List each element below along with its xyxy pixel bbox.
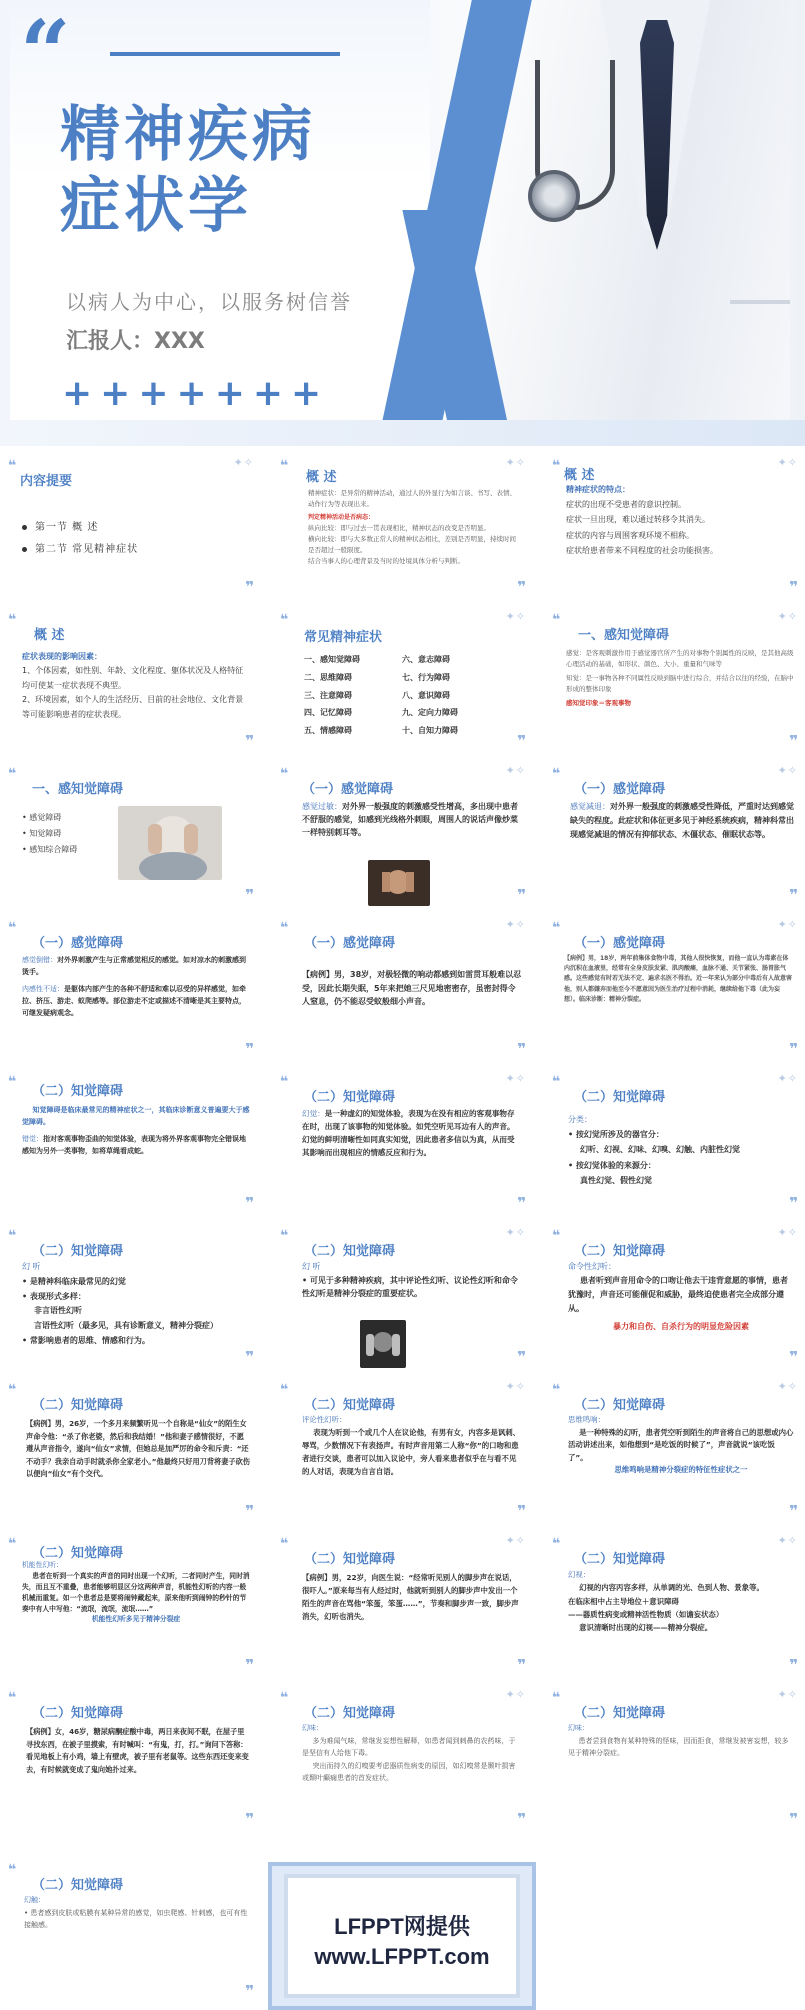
plus-icon: +: [100, 373, 131, 414]
corner-quote-icon: ❞: [245, 1810, 252, 1828]
slide-body: [22, 520, 250, 564]
corner-quote-icon: ❞: [245, 1348, 252, 1366]
slide-body: [568, 1722, 794, 1760]
slide-hallucination: [272, 1068, 534, 1218]
slide-heading: 概 述: [564, 468, 595, 483]
corner-quote-icon: ❝: [280, 1690, 286, 1706]
slide-body: [302, 800, 522, 840]
paragraph: 是躯体内部产生的各种不舒适和难以忍受的异样感觉，如牵拉、挤压、游走、蚁爬感等。部位游走不定或描述不清晰是其主要特点，可继发疑病观念。: [22, 984, 246, 1017]
paragraph: 意识清晰时出现的幻视——精神分裂症。: [579, 1623, 713, 1633]
slide-heading: （一）感觉障碍: [302, 782, 394, 797]
slide-body: [308, 488, 522, 567]
corner-quote-icon: ❝: [280, 612, 286, 628]
paragraph: 可见于多种精神疾病，其中评论性幻听、议论性幻听和命令性幻听是精神分裂症的重要症状。: [302, 1275, 518, 1299]
slide-paresthesia: [0, 914, 262, 1064]
distressed-man-photo: [368, 860, 430, 906]
sparkle-icon: ✦✧: [777, 1688, 798, 1701]
slide-heading: （二）知觉障碍: [574, 1090, 666, 1105]
corner-quote-icon: ❝: [8, 920, 14, 936]
sparkle-icon: ✦✧: [777, 1072, 798, 1085]
slide-heading: （二）知觉障碍: [32, 1706, 124, 1721]
sparkle-icon: ✦✧: [505, 918, 526, 931]
corner-quote-icon: ❝: [8, 1536, 14, 1552]
slide-hypoesthesia: [544, 760, 805, 910]
sub-heading: 思维鸣响：: [568, 1415, 605, 1424]
paragraph: 患者感到皮肤或粘膜有某种异常的感觉，如虫爬感、针刺感，也可有性接触感。: [24, 1908, 248, 1930]
sparkle-icon: ✦✧: [777, 610, 798, 623]
slide-perception-types: [0, 760, 262, 910]
slide-body: [302, 1572, 522, 1624]
list-item: 常影响患者的思维、情感和行为。: [29, 1335, 150, 1345]
paragraph: 表现为听到一个或几个人在议论他，有男有女，内容多是讽刺、辱骂，少数情况下有表扬声。有时声音用第二人称“你”的口吻和患者进行交谈，患者可以加入议论中，旁人看来患者似乎在与看不见的人对话，表现为自言自语。: [302, 1427, 521, 1476]
corner-quote-icon: ❝: [552, 458, 558, 474]
slide-heading: 概 述: [34, 628, 65, 643]
sub-heading: 判定精神活动是否病态：: [308, 514, 375, 522]
slide-contents: [0, 452, 262, 602]
list-item: 症状的出现不受患者的意识控制。: [566, 500, 686, 510]
corner-quote-icon: ❞: [245, 578, 252, 596]
cover-slide: [0, 0, 805, 446]
paragraph: 对外界一般强度的刺激感受性增高，多出现中患者不舒服的感觉，如感到光线格外刺眼，周围人的说话声像炒菜一样特别刺耳等。: [302, 802, 518, 838]
slide-auditory-2: [272, 1222, 534, 1372]
paragraph: 患者尝到食物有某种特殊的怪味，因而拒食，常继发被害妄想，较多见于精神分裂症。: [568, 1736, 789, 1758]
list-item: 四、记忆障碍: [304, 708, 352, 718]
slide-body: 幻触： • 患者感到皮肤或粘膜有某种异常的感觉，如虫爬感、针刺感，也可有性接触感。: [24, 1894, 250, 1932]
plus-icon: +: [214, 373, 245, 414]
sub-heading: 机能性幻听：: [22, 1561, 63, 1569]
sub-heading: 精神症状的特点：: [566, 485, 630, 494]
slide-olfactory-hallucination: [272, 1684, 534, 1834]
list-item: 按幻觉体验的来源分：: [575, 1160, 656, 1170]
list-item: 八、意识障碍: [402, 690, 450, 700]
sparkle-icon: ✦✧: [777, 764, 798, 777]
corner-quote-icon: ❝: [552, 1074, 558, 1090]
corner-quote-icon: ❞: [245, 886, 252, 904]
paragraph: 感觉：是客观刺激作用于感觉器官所产生的对事物个别属性的反映，是其他高级心理活动的基础，如形状、颜色、大小、重量和气味等: [566, 649, 794, 669]
slide-body: [302, 1108, 522, 1160]
paragraph: 突出而持久的幻嗅要考虑器质性病变的原因，如幻嗅常是颞叶损害或颞叶癫痫患者的首发症状。: [302, 1761, 516, 1783]
corner-quote-icon: ❝: [8, 1862, 14, 1878]
paragraph: 患者听到声音用命令的口吻让他去干违背意愿的事情，患者犹豫时，声音还可能催促和威胁，最终迫使患者完全成部分遵从。: [568, 1276, 788, 1313]
slide-classification: [544, 1068, 805, 1218]
sparkle-icon: ✦✧: [777, 1534, 798, 1547]
corner-quote-icon: ❝: [8, 1074, 14, 1090]
corner-quote-icon: ❝: [8, 1690, 14, 1706]
toc-item: 第二节 常见精神症状: [22, 542, 250, 558]
term-label: 感觉过敏：: [302, 802, 342, 811]
slide-body: [22, 650, 250, 722]
slide-visual-hallucination: [544, 1530, 805, 1680]
slide-case-3: [0, 1376, 262, 1526]
case-text: 【病例】男，18岁，两年前集体食物中毒，其他人很快恢复，而他一直认为毒素在体内沉积在血液里，经常有全身皮肤发紧、肌肉酸痛，血脉不通、关节紧张、肠胃胀气感。这些感觉有时若无法不定、遍求名医不得治。近一年来认为部分中毒后有人故意害他，别人都嫌弃而他至今不愿意因为医生治疗过程中消耗，继续给他下毒（此为妄想）。临床诊断：精神分裂症。: [564, 955, 793, 1003]
coat-pocket: [730, 300, 790, 304]
slide-thought-echo: [544, 1376, 805, 1526]
corner-quote-icon: ❞: [789, 1040, 796, 1058]
note-text: 思维鸣响是精神分裂症的特征性症状之一: [614, 1465, 748, 1475]
sparkle-icon: ✦✧: [777, 456, 798, 469]
corner-quote-icon: ❝: [552, 1536, 558, 1552]
symptom-list: [304, 654, 494, 738]
plus-icon: +: [291, 373, 322, 414]
sparkle-icon: ✦✧: [777, 918, 798, 931]
slide-heading: 概 述: [306, 470, 337, 485]
list-item: 表现形式多样：: [29, 1291, 86, 1301]
slide-body: 幻 听 • 可见于多种精神疾病，其中评论性幻听、议论性幻听和命令性幻听是精神分裂症的重要症状。: [302, 1260, 522, 1301]
paragraph: ——器质性病变或精神活性物质（如谵妄状态）: [568, 1609, 724, 1619]
slide-heading: （一）感觉障碍: [574, 782, 666, 797]
slide-heading: 一、感知觉障碍: [32, 782, 124, 797]
corner-quote-icon: ❝: [552, 612, 558, 628]
elderly-woman-photo: [118, 806, 222, 880]
sub-heading: 评论性幻听：: [302, 1415, 347, 1424]
slide-body: [26, 1726, 250, 1776]
slide-body: [26, 1418, 250, 1481]
plus-icon: +: [176, 373, 207, 414]
slide-case-4: [272, 1530, 534, 1680]
paragraph: 对外界一般强度的刺激感受性降低，严重时达到感觉缺失的程度。此症状和体征更多见于神经系统疾病，精神科常出现感觉减退的情况有抑郁状态、木僵状态、催眠状态等。: [570, 802, 794, 839]
term-label: 错觉：: [22, 1134, 43, 1143]
list-item: 横向比较：即与大多数正常人的精神状态相比，差别是否明显，持续时间是否超过一般限度。: [308, 535, 516, 555]
slide-heading: 一、感知觉障碍: [578, 628, 670, 643]
corner-quote-icon: ❞: [245, 1502, 252, 1520]
corner-quote-icon: ❝: [552, 1382, 558, 1398]
list-item: • 感知综合障碍: [22, 845, 78, 854]
slide-auditory-1: [0, 1222, 262, 1372]
corner-quote-icon: ❞: [789, 1348, 796, 1366]
slide-body: [568, 1568, 794, 1635]
slide-heading: （一）感觉障碍: [304, 936, 396, 951]
slide-heading: （二）知觉障碍: [32, 1878, 124, 1893]
slide-overview-1: [272, 452, 534, 602]
list-item-detail: 真性幻觉、假性幻觉: [580, 1175, 652, 1185]
slide-case-5: [0, 1684, 262, 1834]
cover-bottom-bar: [0, 420, 805, 446]
sparkle-icon: ✦✧: [505, 1226, 526, 1239]
slide-body: [302, 1414, 522, 1479]
corner-quote-icon: ❝: [552, 1690, 558, 1706]
highlight-text: 感知觉印象＝客观事物: [566, 699, 631, 708]
list-item-detail: 言语性幻听（最多见，具有诊断意义，精神分裂症）: [34, 1321, 218, 1331]
term-label: 幻觉：: [302, 1109, 325, 1118]
case-text: 【病例】男，26岁，一个多月来频繁听见一个自称是“仙女”的陌生女声命令他：“杀了你老婆，然后和我结婚！”他和妻子感情很好，不愿遵从声音指令，遂向“仙女”求情，但她总是加严厉的命令和斥责：“还不动手？我亲自动手时就杀你全家老小。”他最终只好用刀背将妻子砍伤以便向“仙女”有个交代。: [26, 1419, 250, 1479]
slide-body: [22, 1104, 250, 1157]
sub-heading: 幻 听: [22, 1262, 41, 1271]
list-item: 一、感知觉障碍: [304, 655, 360, 664]
slide-body: [302, 968, 522, 1009]
paragraph: 知觉：是一事物各种不同属性反映到脑中进行综合，并结合以往的经验，在脑中形成的整体印象: [566, 674, 794, 694]
title-line-1: 精神疾病: [60, 100, 316, 170]
page-title: [60, 100, 316, 242]
list-item: • 感觉障碍: [22, 813, 62, 822]
corner-quote-icon: ❞: [517, 578, 524, 596]
corner-quote-icon: ❞: [245, 1982, 252, 2000]
slide-overview-3: [0, 606, 262, 756]
paragraph: 对外界刺激产生与正常感觉相反的感觉。如对凉水的刺激感到烫手。: [22, 956, 246, 977]
list-item: 三、注意障碍: [304, 690, 352, 700]
corner-quote-icon: ❝: [280, 1382, 286, 1398]
corner-quote-icon: ❝: [8, 766, 14, 782]
slide-heading: （二）知觉障碍: [32, 1244, 124, 1259]
corner-quote-icon: ❝: [280, 1536, 286, 1552]
slide-heading: （二）知觉障碍: [304, 1090, 396, 1105]
corner-quote-icon: ❞: [245, 1040, 252, 1058]
corner-quote-icon: ❝: [280, 1074, 286, 1090]
corner-quote-icon: ❞: [789, 1810, 796, 1828]
slide-heading: （二）知觉障碍: [304, 1706, 396, 1721]
slide-heading: （二）知觉障碍: [32, 1084, 124, 1099]
sub-heading: 症状表现的影响因素：: [22, 652, 102, 661]
slide-heading: （一）感觉障碍: [32, 936, 124, 951]
slide-tactile-hallucination: [0, 1856, 262, 2006]
corner-quote-icon: ❞: [789, 1194, 796, 1212]
corner-quote-icon: ❞: [789, 886, 796, 904]
list-item: 九、定向力障碍: [402, 708, 458, 718]
list-item: 是精神科临床最常见的幻觉: [29, 1276, 126, 1286]
list-item: 2、环境因素，如个人的生活经历、目前的社会地位、文化背景等可能影响患者的症状表现。: [22, 695, 244, 719]
slide-heading: （二）知觉障碍: [574, 1706, 666, 1721]
sparkle-icon: ✦✧: [777, 1226, 798, 1239]
list-item: 六、意志障碍: [402, 655, 450, 664]
reporter-label: 汇报人：XXX: [66, 329, 205, 354]
slide-body: [568, 1260, 794, 1334]
list-item: 结合当事人的心理背景及当时的处境具体分析与判断。: [308, 557, 464, 566]
sparkle-icon: ✦✧: [777, 1380, 798, 1393]
corner-quote-icon: ❞: [517, 886, 524, 904]
slide-body: [570, 800, 794, 842]
list-item: 二、思维障碍: [304, 672, 352, 682]
promo-inner: [284, 1874, 520, 1998]
slide-heading: （二）知觉障碍: [304, 1244, 396, 1259]
slide-heading: （二）知觉障碍: [32, 1398, 124, 1413]
corner-quote-icon: ❝: [280, 766, 286, 782]
list-item: 七、行为障碍: [402, 672, 450, 682]
paragraph: 多为难闻气味，常继发妄想性解释，如患者闻到刺鼻的农药味，于是坚信有人给他下毒。: [302, 1736, 516, 1758]
slide-perception-def: [544, 606, 805, 756]
sub-heading: 幻味：: [568, 1724, 589, 1732]
slide-illusion: [0, 1068, 262, 1218]
sub-heading: 幻味：: [302, 1724, 323, 1732]
paragraph: 患者在听到一个真实的声音的同时出现一个幻听，二者同时产生，同时消失，而且互不重叠，患者能够明显区分这两种声音，机能性幻听的内容一般机械而重复。如一个患者总是要将闹钟藏起来，原来他听到闹钟的秒针的节奏中有人中写他：“流氓，流氓，流氓……”: [22, 1571, 250, 1613]
slide-body: 分类： • 按幻觉所涉及的器官分： 幻听、幻视、幻味、幻嗅、幻触、内脏性幻觉 • 按幻觉体验的来源分： 真性幻觉、假性幻觉: [568, 1112, 794, 1188]
cover-subtitle: 以病人为中心，以服务树信誉: [66, 290, 352, 314]
list-item-detail: 幻听、幻视、幻味、幻嗅、幻触、内脏性幻觉: [580, 1145, 740, 1155]
note-text: 机能性幻听多见于精神分裂症: [91, 1615, 181, 1624]
corner-quote-icon: ❞: [789, 1502, 796, 1520]
term-label: 感觉倒错：: [22, 956, 57, 964]
slide-functional-hallucination: [0, 1530, 262, 1680]
corner-quote-icon: ❝: [280, 920, 286, 936]
slide-hyperesthesia: [272, 760, 534, 910]
plus-icon: +: [62, 373, 93, 414]
paragraph: 在临床相中占主导地位＋意识障碍: [568, 1596, 679, 1606]
list-item: 五、情感障碍: [304, 726, 352, 736]
title-line-2: 症状学: [60, 170, 252, 241]
lead-text: 知觉障碍是临床最常见的精神症状之一，其临床诊断意义普遍要大于感觉障碍。: [22, 1106, 250, 1127]
corner-quote-icon: ❞: [245, 1194, 252, 1212]
stethoscope-icon: [528, 170, 580, 222]
corner-quote-icon: ❞: [517, 1810, 524, 1828]
case-text: 【病例】女，46岁，糖尿病酮症酸中毒，两日来夜间不眠，在屋子里寻找东西，在被子里摸索，有时喊叫：“有鬼，打，打。”询问下答称：看见地板上有小鸡，墙上有壁虎，被子里有老鼠等。这些东西还变来变去，有时候就变成了鬼向她扑过来。: [26, 1727, 249, 1774]
slide-heading: 内容提要: [20, 474, 73, 489]
sub-heading: 幻触：: [24, 1896, 45, 1904]
corner-quote-icon: ❞: [517, 1348, 524, 1366]
corner-quote-icon: ❞: [789, 1656, 796, 1674]
slide-body: 幻 听 • 是精神科临床最常见的幻觉 • 表现形式多样： 非言语性幻听 言语性幻听（最多见，具有诊断意义，精神分裂症） • 常影响患者的思维、情感和行为。: [22, 1260, 250, 1349]
list-item: 十、自知力障碍: [402, 726, 458, 736]
list-item-detail: 非言语性幻听: [34, 1306, 82, 1316]
sparkle-icon: ✦✧: [505, 764, 526, 777]
list-item: 按幻觉所涉及的器官分：: [575, 1130, 664, 1140]
slide-body: [566, 648, 794, 709]
slide-overview-2: [544, 452, 805, 602]
corner-quote-icon: ❝: [8, 1228, 14, 1244]
plus-icon: +: [252, 373, 284, 414]
sub-heading: 幻 听: [302, 1262, 321, 1271]
corner-quote-icon: ❝: [280, 458, 286, 474]
promo-title: LFPPT网提供: [334, 1914, 470, 1939]
paragraph: 幻视的内容丙容多样，从单调的光、色到人物、景象等。: [579, 1583, 764, 1593]
slide-body: [22, 1560, 250, 1625]
sparkle-icon: ✦✧: [505, 456, 526, 469]
slide-commentary-hallucination: [272, 1376, 534, 1526]
corner-quote-icon: ❞: [789, 732, 796, 750]
quote-icon: “: [20, 0, 71, 104]
slide-heading: （二）知觉障碍: [32, 1546, 124, 1561]
slide-common-symptoms: [272, 606, 534, 756]
case-text: 【病例】男，38岁，对极轻微的响动都感到如雷贯耳般难以忍受，因此长期失眠，5年来把她三尺见地密密存，虽密封得令人窒息，仍不能忍受蚊般细小声音。: [302, 970, 522, 1007]
term-label: 内感性不适：: [22, 984, 64, 993]
corner-quote-icon: ❝: [8, 1382, 14, 1398]
corner-quote-icon: ❞: [517, 1040, 524, 1058]
sparkle-icon: ✦✧: [505, 1380, 526, 1393]
slide-case-2: [544, 914, 805, 1064]
plus-icon: +: [138, 373, 169, 414]
list-item: 症状一旦出现，难以通过转移令其消失。: [566, 515, 710, 525]
case-text: 【病例】男，22岁，向医生说：“经常听见别人的脚步声在说话，很吓人。”原来每当有人经过时，他就听到别人的脚步声中发出一个陌生的声音在骂他“笨蛋，笨蛋……”，节奏和脚步声一致，脚步声消失，幻听也消失。: [302, 1573, 519, 1621]
list-item: 纵向比较：即与过去一贯表现相比，精神状态的改变是否明显。: [308, 524, 490, 533]
slide-body: [22, 954, 250, 1019]
sub-heading: 命令性幻听：: [568, 1262, 616, 1271]
slide-body: [568, 1414, 794, 1477]
sparkle-icon: ✦✧: [505, 1688, 526, 1701]
slide-heading: （二）知觉障碍: [574, 1244, 666, 1259]
paragraph: 是一种虚幻的知觉体验，表现为在没有相应的客观事物存在时，出现了该事物的知觉体验。如凭空听见耳边有人的声音。幻觉的鲜明清晰性如同真实知觉，因此患者多信以为真，从而受其影响而出现相应的情感反应和行为。: [302, 1109, 515, 1157]
slide-heading: （二）知觉障碍: [574, 1398, 666, 1413]
corner-quote-icon: ❞: [517, 1194, 524, 1212]
slide-body: [566, 482, 794, 558]
slide-heading: （二）知觉障碍: [304, 1398, 396, 1413]
corner-quote-icon: ❝: [552, 920, 558, 936]
sub-heading: 分类：: [568, 1115, 592, 1124]
corner-quote-icon: ❝: [8, 612, 14, 628]
warning-text: 暴力和自伤、自杀行为的明显危险因素: [613, 1322, 749, 1331]
slide-gustatory-hallucination: [544, 1684, 805, 1834]
corner-quote-icon: ❝: [552, 1228, 558, 1244]
sparkle-icon: ✦✧: [233, 456, 254, 469]
slide-heading: 常见精神症状: [304, 630, 383, 645]
corner-quote-icon: ❞: [517, 1502, 524, 1520]
slide-case-1: [272, 914, 534, 1064]
slide-command-hallucination: [544, 1222, 805, 1372]
corner-quote-icon: ❞: [517, 732, 524, 750]
plus-row: [62, 373, 322, 414]
promo-banner: [268, 1862, 536, 2010]
slide-body: [302, 1722, 522, 1785]
corner-quote-icon: ❝: [280, 1228, 286, 1244]
slide-body: [304, 654, 494, 738]
slide-heading: （一）感觉障碍: [574, 936, 666, 951]
slide-body: [564, 954, 794, 1005]
list-item: 1、个体因素，如性别、年龄、文化程度、躯体状况及人格特征均可使某一症状表现不典型。: [22, 666, 244, 690]
paragraph: 是一种特殊的幻听，患者凭空听到陌生的声音将自己的思想或内心活动讲述出来，如他想到“是吃饭的时候了”，声音就说“该吃饭了”。: [568, 1427, 794, 1462]
corner-quote-icon: ❞: [789, 578, 796, 596]
term-label: 感觉减退：: [570, 802, 610, 811]
list-item: 症状的内容与周围客观环境不相称。: [566, 530, 694, 540]
corner-quote-icon: ❝: [8, 458, 14, 474]
sub-heading: 幻视：: [568, 1570, 591, 1579]
sparkle-icon: ✦✧: [505, 1072, 526, 1085]
corner-quote-icon: ❞: [517, 1656, 524, 1674]
promo-url[interactable]: www.LFPPT.com: [314, 1944, 490, 1969]
corner-quote-icon: ❝: [552, 766, 558, 782]
sparkle-icon: ✦✧: [505, 610, 526, 623]
paragraph: 指对客观事物歪曲的知觉体验，表现为将外界客观事物完全错误地感知为另外一类事物，如将草绳看成蛇。: [22, 1134, 246, 1155]
list-item: • 知觉障碍: [22, 829, 62, 838]
list-item: 症状给患者带来不同程度的社会功能损害。: [566, 545, 718, 555]
slide-heading: （二）知觉障碍: [304, 1552, 396, 1567]
sparkle-icon: ✦✧: [505, 1534, 526, 1547]
corner-quote-icon: ❞: [245, 1656, 252, 1674]
corner-quote-icon: ❞: [245, 732, 252, 750]
title-rule: [110, 52, 340, 56]
covering-ears-photo: [360, 1320, 406, 1368]
slide-heading: （二）知觉障碍: [574, 1552, 666, 1567]
toc-item: 第一节 概 述: [22, 520, 250, 536]
cover-left-stripe: [0, 0, 10, 446]
lead-text: 精神症状：是异常的精神活动，通过人的外显行为如言谈、书写、表情、动作行为等表现出来。: [308, 489, 516, 509]
